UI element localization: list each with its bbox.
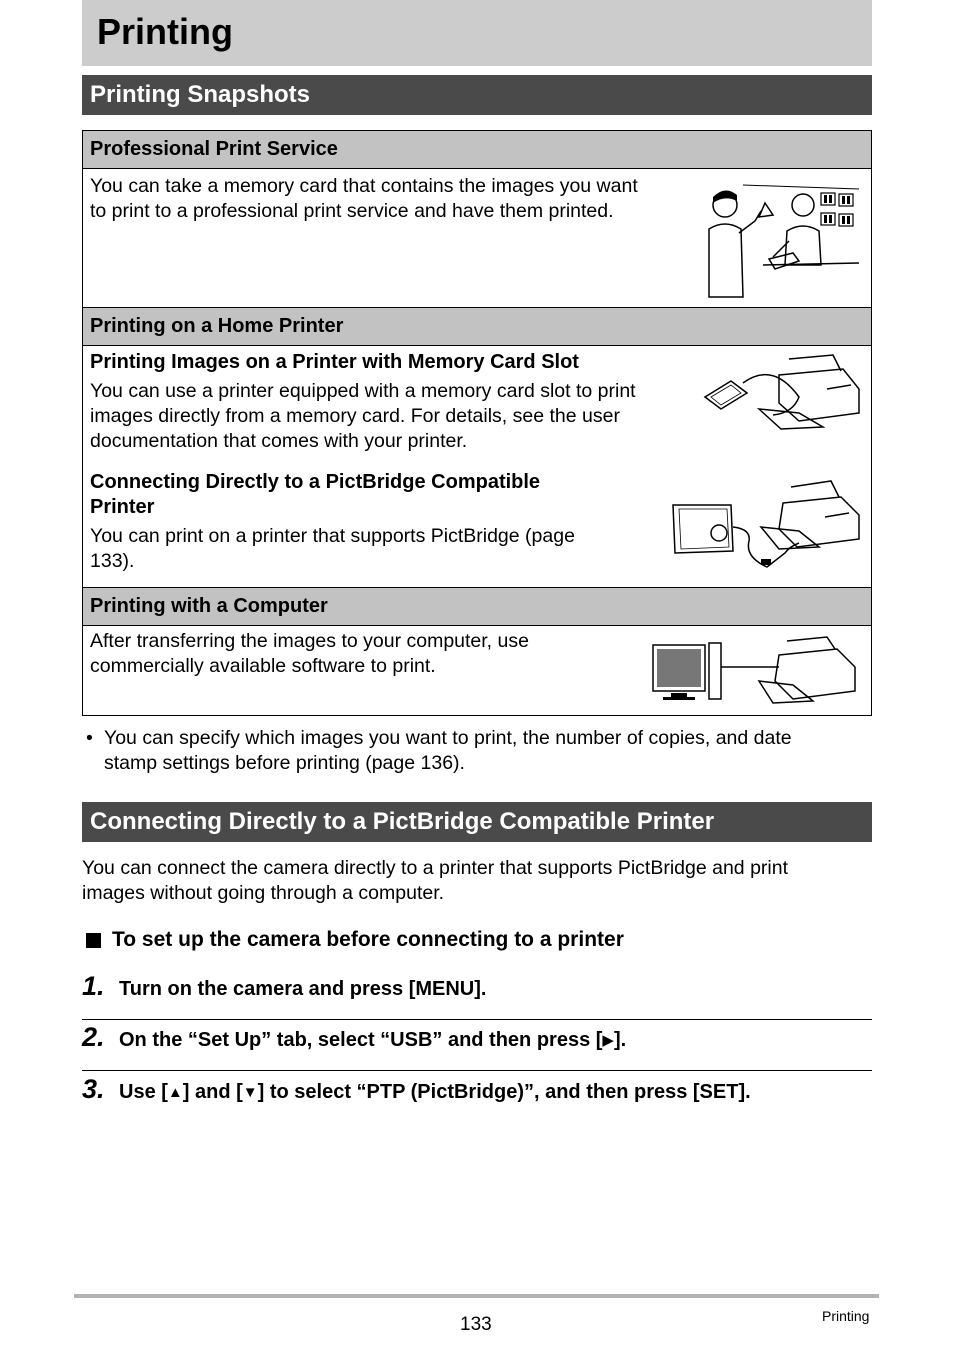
row3-text: After transferring the images to your computer, use commercially available software to print. bbox=[90, 630, 529, 677]
camera-pictbridge-printer-illustration bbox=[671, 477, 865, 577]
step-text: Use [▲] and [▼] to select “PTP (PictBridge)”, and then press [SET]. bbox=[119, 1079, 751, 1106]
printing-methods-table bbox=[82, 130, 872, 716]
page-number: 133 bbox=[460, 1314, 492, 1335]
step-number: 2. bbox=[82, 1022, 105, 1052]
step-number: 1. bbox=[82, 971, 105, 1001]
memory-card-printer-illustration bbox=[703, 351, 863, 431]
square-bullet-icon bbox=[86, 933, 101, 948]
page-title: Printing bbox=[97, 11, 233, 52]
subsection-title: Printing Images on a Printer with Memory Card Slot bbox=[90, 351, 579, 373]
up-arrow-icon: ▲ bbox=[167, 1084, 183, 1101]
table-row-heading: Printing with a Computer bbox=[83, 587, 871, 626]
table-row-heading: Professional Print Service bbox=[83, 131, 871, 169]
right-arrow-icon: ▶ bbox=[602, 1032, 614, 1049]
section-header-pictbridge bbox=[82, 802, 872, 842]
procedure-title: To set up the camera before connecting to a printer bbox=[112, 928, 624, 951]
subsection-text: You can use a printer equipped with a memory card slot to print images directly from a memory card. For details, see the user documentation that comes with your printer. bbox=[90, 380, 636, 452]
print-service-illustration bbox=[703, 181, 863, 299]
step-divider bbox=[82, 1019, 872, 1020]
subsection-title: Connecting Directly to a PictBridge Compatible Printer bbox=[90, 471, 541, 518]
step-number: 3. bbox=[82, 1074, 105, 1104]
down-arrow-icon: ▼ bbox=[242, 1084, 258, 1101]
step-divider bbox=[82, 1070, 872, 1071]
section-title: Connecting Directly to a PictBridge Compatible Printer bbox=[90, 808, 715, 835]
section-title: Printing Snapshots bbox=[90, 81, 311, 108]
step-text: On the “Set Up” tab, select “USB” and then press [▶]. bbox=[119, 1027, 626, 1054]
section-header-printing-snapshots bbox=[82, 75, 872, 115]
section-intro: You can connect the camera directly to a printer that supports PictBridge and print images without going through a computer. bbox=[82, 857, 789, 904]
subsection-text: You can print on a printer that supports PictBridge (page 133). bbox=[90, 525, 575, 572]
step-text: Turn on the camera and press [MENU]. bbox=[119, 978, 487, 1000]
footer-rule bbox=[74, 1294, 879, 1298]
note-text: You can specify which images you want to print, the number of copies, and date stamp settings before printing (page 136). bbox=[104, 727, 792, 774]
note-bullet: • bbox=[86, 727, 93, 749]
row1-text: You can take a memory card that contains the images you want to print to a professional print service and have them printed. bbox=[90, 175, 638, 222]
computer-printer-illustration bbox=[651, 637, 865, 709]
footer-chapter-label: Printing bbox=[822, 1308, 870, 1324]
table-row-heading: Printing on a Home Printer bbox=[83, 307, 871, 346]
